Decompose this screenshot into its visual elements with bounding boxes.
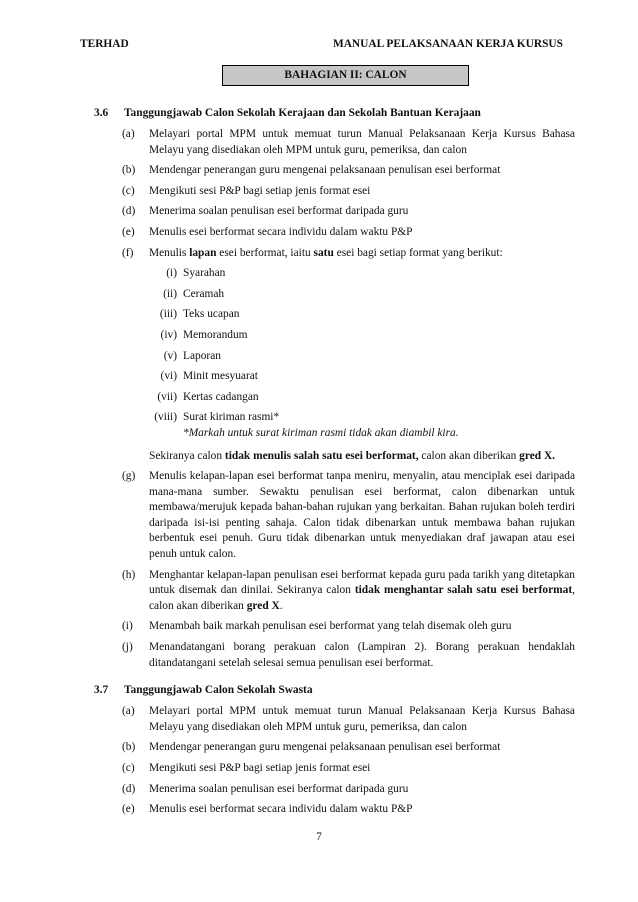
item-label: (a) (122, 128, 135, 140)
item-text: , calon akan diberikan (149, 584, 575, 612)
sub-item-text: Minit mesyuarat (183, 370, 258, 383)
section-number: 3.6 (94, 107, 109, 119)
list-item (94, 619, 575, 635)
sub-item-label: (ii) (163, 287, 177, 300)
item-label: (i) (122, 620, 133, 633)
sub-item (94, 410, 575, 426)
section-title: Tanggungjawab Calon Sekolah Kerajaan dan Sekolah Bantuan Kerajaan (124, 107, 481, 119)
list-item (94, 568, 575, 615)
item-label: (j) (122, 641, 133, 654)
emphasis-text: lapan (189, 246, 217, 259)
para-text: Sekiranya calon (149, 449, 225, 462)
list-item (94, 761, 575, 777)
sub-item-label: (iv) (160, 328, 177, 341)
item-text: esei berformat, iaitu (216, 246, 314, 259)
item-text: . (279, 599, 283, 612)
emphasis-text: satu (313, 246, 334, 259)
item-label: (c) (122, 762, 135, 774)
item-text: esei bagi setiap format yang berikut: (333, 246, 503, 259)
item-label: (c) (122, 184, 135, 197)
item-text: Menulis kelapan-lapan esei berformat tanpa meniru, menyalin, atau menciplak esei daripada mana-mana sumber. Sewaktu penulisan esei berformat, calon dibenarkan untuk membawa/merujuk kepada bahan-bahan rujukan yang berkaitan. Bahan rujukan boleh terdiri daripada isi-isi penting sahaja. Calon tidak dibenarkan untuk membawa bahan rujukan berbentuk esei penuh. Guru tidak dibenarkan untuk menyediakan draf jawapan atau esei penuh untuk calon. (149, 470, 575, 561)
section-3-7-heading (94, 683, 575, 699)
sub-item-text: Laporan (183, 349, 221, 362)
list-item (94, 802, 575, 818)
item-text: Menerima soalan penulisan esei berformat daripada guru (149, 782, 409, 795)
sub-item-label: (vii) (157, 390, 177, 403)
item-text: Melayari portal MPM untuk memuat turun Manual Pelaksanaan Kerja Kursus Bahasa Melayu yang disediakan oleh MPM untuk guru, pemeriksa, dan calon (149, 705, 575, 733)
item-label: (a) (122, 705, 135, 718)
section-banner: BAHAGIAN II: CALON (222, 65, 469, 86)
item-text: Mengikuti sesi P&P bagi setiap jenis format esei (149, 184, 371, 197)
item-label: (e) (122, 225, 135, 238)
list-item (94, 246, 575, 262)
item-text: Menulis (149, 246, 190, 259)
item-label: (d) (122, 782, 136, 795)
item-text: Menambah baik markah penulisan esei berformat yang telah disemak oleh guru (149, 620, 512, 633)
sub-item (94, 307, 575, 323)
sub-item (94, 328, 575, 344)
section-title: Tanggungjawab Calon Sekolah Swasta (124, 684, 313, 697)
item-text: Melayari portal MPM untuk memuat turun Manual Pelaksanaan Kerja Kursus Bahasa Melayu yang disediakan oleh MPM untuk guru, pemeriksa, dan calon (149, 128, 575, 156)
item-text: Mendengar penerangan guru mengenai pelaksanaan penulisan esei berformat (149, 741, 501, 754)
item-text: Mengikuti sesi P&P bagi setiap jenis format esei (149, 762, 371, 774)
item-label: (f) (122, 246, 134, 259)
sub-item-label: (iii) (159, 308, 177, 321)
sub-item-label: (vi) (160, 370, 177, 383)
header-right: MANUAL PELAKSANAAN KERJA KURSUS (332, 38, 563, 50)
sub-item (94, 390, 575, 406)
list-item (94, 127, 575, 158)
list-item (94, 204, 575, 220)
sub-item-label: (i) (166, 267, 177, 280)
emphasis-text: gred X (246, 599, 280, 612)
list-item (94, 469, 575, 563)
sub-item (94, 287, 575, 303)
sub-item (94, 349, 575, 365)
list-item (94, 740, 575, 756)
footnote: *Markah untuk surat kiriman rasmi tidak akan diambil kira. (183, 426, 459, 439)
list-item (94, 640, 575, 671)
emphasis-text: gred X. (519, 449, 556, 462)
list-item (94, 225, 575, 241)
item-text: Menerima soalan penulisan esei berformat daripada guru (149, 205, 409, 218)
page-number: 7 (316, 831, 322, 843)
sub-item-text: Syarahan (183, 267, 226, 280)
list-item (94, 782, 575, 798)
para-text: calon akan diberikan (418, 449, 520, 462)
section-3-6-heading (94, 106, 575, 122)
list-item (94, 184, 575, 200)
item-label: (g) (122, 470, 136, 483)
sub-item (94, 266, 575, 282)
page-content (94, 106, 575, 818)
item-label: (h) (122, 568, 136, 581)
item-text: Menandatangani borang perakuan calon (Lampiran 2). Borang perakuan hendaklah ditandatangani setelah selesai semua penulisan esei berformat. (149, 641, 575, 669)
penalty-paragraph (94, 449, 575, 465)
header-left: TERHAD (80, 38, 129, 50)
section-number: 3.7 (94, 684, 109, 697)
item-label: (b) (122, 741, 136, 754)
sub-item (94, 369, 575, 385)
sub-item-text: Ceramah (183, 287, 225, 300)
list-item (94, 704, 575, 735)
sub-item-label: (viii) (154, 411, 177, 424)
item-text: Menulis esei berformat secara individu dalam waktu P&P (149, 803, 413, 816)
emphasis-text: tidak menulis salah satu esei berformat, (224, 449, 419, 462)
item-label: (b) (122, 164, 136, 177)
sub-item-text: Teks ucapan (183, 308, 240, 321)
emphasis-text: tidak menghantar salah satu esei berformat (354, 584, 573, 597)
item-text: Menghantar kelapan-lapan penulisan esei berformat kepada guru pada tarikh yang ditetapkan untuk disemak dan dinilai. Sekiranya calon (149, 568, 575, 597)
list-item (94, 163, 575, 179)
sub-item-text: Memorandum (183, 328, 248, 341)
sub-item-text: Kertas cadangan (183, 390, 259, 403)
item-label: (d) (122, 205, 136, 218)
item-text: Menulis esei berformat secara individu dalam waktu P&P (149, 225, 413, 238)
item-text: Mendengar penerangan guru mengenai pelaksanaan penulisan esei berformat (149, 164, 501, 177)
sub-item-label: (v) (163, 349, 177, 362)
sub-item-text: Surat kiriman rasmi* (183, 411, 280, 424)
item-label: (e) (122, 803, 135, 816)
